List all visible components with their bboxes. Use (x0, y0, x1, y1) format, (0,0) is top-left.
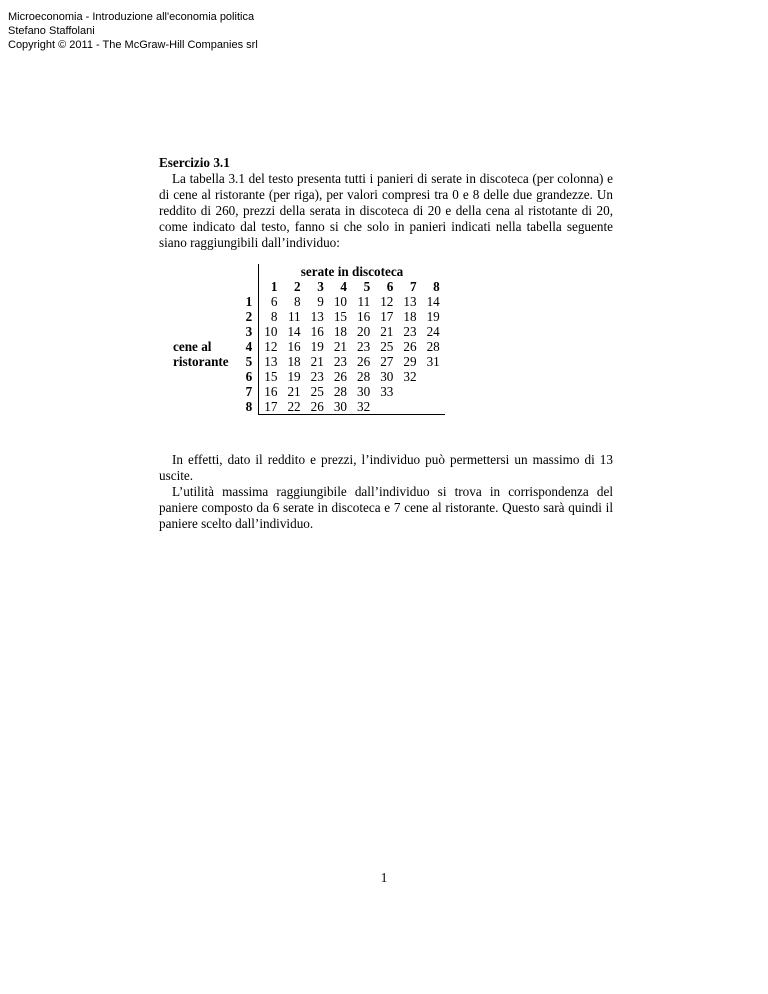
row-header: 2 (241, 309, 259, 324)
table-cell: 26 (333, 369, 348, 384)
table-cell: 19 (310, 339, 324, 354)
column-header: 2 (294, 279, 301, 294)
header-book-title: Microeconomia - Introduzione all'economia politica (8, 11, 255, 23)
table-cell: 28 (333, 384, 348, 399)
table-cell: 24 (426, 324, 440, 339)
table-corner (168, 279, 241, 294)
header-copyright: Copyright © 2011 - The McGraw-Hill Companies srl (8, 39, 258, 51)
table-cell: 26 (403, 339, 417, 354)
table-cell: 8 (270, 309, 278, 324)
table-cell: 13 (264, 354, 278, 369)
table-cell (398, 399, 421, 415)
table-cell: 6 (270, 294, 278, 309)
table-cell: 31 (426, 354, 440, 369)
table-cell: 13 (310, 309, 324, 324)
table-cell: 8 (294, 294, 301, 309)
table-cell: 30 (380, 369, 394, 384)
table-cell: 14 (287, 324, 301, 339)
table-cell (375, 399, 398, 415)
table-cell: 23 (333, 354, 348, 369)
row-header: 7 (241, 384, 259, 399)
header-author: Stefano Staffolani (8, 25, 95, 37)
table-cell: 33 (380, 384, 394, 399)
row-group-spacer (168, 384, 241, 399)
table-cell: 25 (310, 384, 324, 399)
table-cell: 28 (426, 339, 440, 354)
column-header: 5 (363, 279, 371, 294)
table-cell: 21 (380, 324, 394, 339)
row-group-spacer (168, 324, 241, 339)
table-cell: 11 (287, 309, 301, 324)
table-cell: 32 (352, 399, 375, 415)
table-cell: 30 (329, 399, 352, 415)
table-cell: 15 (333, 309, 348, 324)
table-cell: 22 (282, 399, 305, 415)
table-header-row (168, 279, 445, 294)
row-group-spacer (168, 309, 241, 324)
column-header: 7 (409, 279, 417, 294)
row-group-spacer (168, 399, 241, 415)
table-cell: 19 (287, 369, 301, 384)
page-number: 1 (380, 870, 388, 885)
column-group-label: serate in discoteca (300, 264, 404, 279)
row-header: 8 (241, 399, 259, 415)
table-cell: 20 (357, 324, 371, 339)
row-group-spacer (168, 294, 241, 309)
table-cell: 26 (357, 354, 371, 369)
table-cell: 18 (403, 309, 417, 324)
table-cell: 28 (357, 369, 371, 384)
table-row (168, 369, 445, 384)
table-cell: 21 (310, 354, 324, 369)
table-cell: 18 (333, 324, 348, 339)
column-header: 3 (317, 279, 324, 294)
conclusion-section (159, 452, 613, 532)
table-cell: 9 (317, 294, 324, 309)
table-cell (398, 384, 421, 399)
conclusion-paragraph-1: In effetti, dato il reddito e prezzi, l’individuo può permettersi un massimo di 13 uscite. (159, 452, 613, 483)
table-cell: 13 (403, 294, 417, 309)
table-cell (422, 399, 445, 415)
column-header: 6 (386, 279, 394, 294)
table-cell: 10 (264, 324, 278, 339)
baskets-table-body (168, 264, 445, 415)
row-header: 5 (241, 354, 259, 369)
table-cell: 16 (264, 384, 278, 399)
table-corner-rowlabel (241, 264, 259, 279)
column-header: 4 (340, 279, 348, 294)
table-cell: 17 (259, 399, 283, 415)
row-group-label-line1: cene al (173, 339, 212, 354)
table-corner-rowlabel (241, 279, 259, 294)
table-row (168, 399, 445, 415)
table-cell: 19 (426, 309, 440, 324)
table-cell (422, 369, 445, 384)
table-cell: 29 (403, 354, 417, 369)
table-row (168, 384, 445, 399)
table-row (168, 294, 445, 309)
table-cell: 16 (310, 324, 324, 339)
table-cell: 12 (264, 339, 278, 354)
table-cell: 17 (380, 309, 394, 324)
row-header: 3 (241, 324, 259, 339)
page-header (8, 10, 258, 52)
table-cell: 21 (287, 384, 301, 399)
row-group-spacer (168, 369, 241, 384)
conclusion-paragraph-2: L’utilità massima raggiungibile dall’individuo si trova in corrispondenza del paniere composto da 6 serate in discoteca e 7 cene al ristorante. Questo sarà quindi il paniere scelto dall’individuo. (159, 484, 613, 531)
row-header: 6 (241, 369, 259, 384)
table-cell: 26 (306, 399, 329, 415)
table-row (168, 339, 445, 354)
table-cell: 12 (380, 294, 394, 309)
table-cell: 23 (403, 324, 417, 339)
row-header: 1 (241, 294, 259, 309)
column-header: 8 (433, 279, 440, 294)
table-cell (422, 384, 445, 399)
table-row (168, 324, 445, 339)
exercise-intro: La tabella 3.1 del testo presenta tutti i panieri di serate in discoteca (per colonna) e di cene al ristorante (per riga), per valori compresi tra 0 e 8 delle due grandezze. Un reddito di 260, prezzi della serata in discoteca di 20 e della cena al ristotante di 20, come indicato dal testo, fanno si che solo in panieri indicati nella tabella seguente siano raggiungibili dall’individuo: (159, 171, 613, 250)
table-cell: 16 (357, 309, 371, 324)
table-cell: 23 (357, 339, 371, 354)
table-cell: 11 (357, 294, 371, 309)
table-cell: 30 (357, 384, 371, 399)
row-header: 4 (241, 339, 259, 354)
table-cell: 15 (264, 369, 278, 384)
table-cell: 18 (287, 354, 301, 369)
table-corner (168, 264, 241, 279)
baskets-table (168, 264, 445, 415)
row-group-label-line2: ristorante (173, 354, 229, 369)
column-header: 1 (270, 279, 278, 294)
table-cell: 27 (380, 354, 394, 369)
table-cell: 25 (380, 339, 394, 354)
exercise-title: Esercizio 3.1 (159, 155, 230, 170)
table-cell: 10 (333, 294, 348, 309)
exercise-section (159, 155, 613, 251)
table-cell: 21 (333, 339, 348, 354)
table-cell: 23 (310, 369, 324, 384)
table-cell: 32 (403, 369, 417, 384)
table-group-header-row (168, 264, 445, 279)
table-row (168, 309, 445, 324)
table-cell: 14 (426, 294, 440, 309)
table-row (168, 354, 445, 369)
table-cell: 16 (287, 339, 301, 354)
